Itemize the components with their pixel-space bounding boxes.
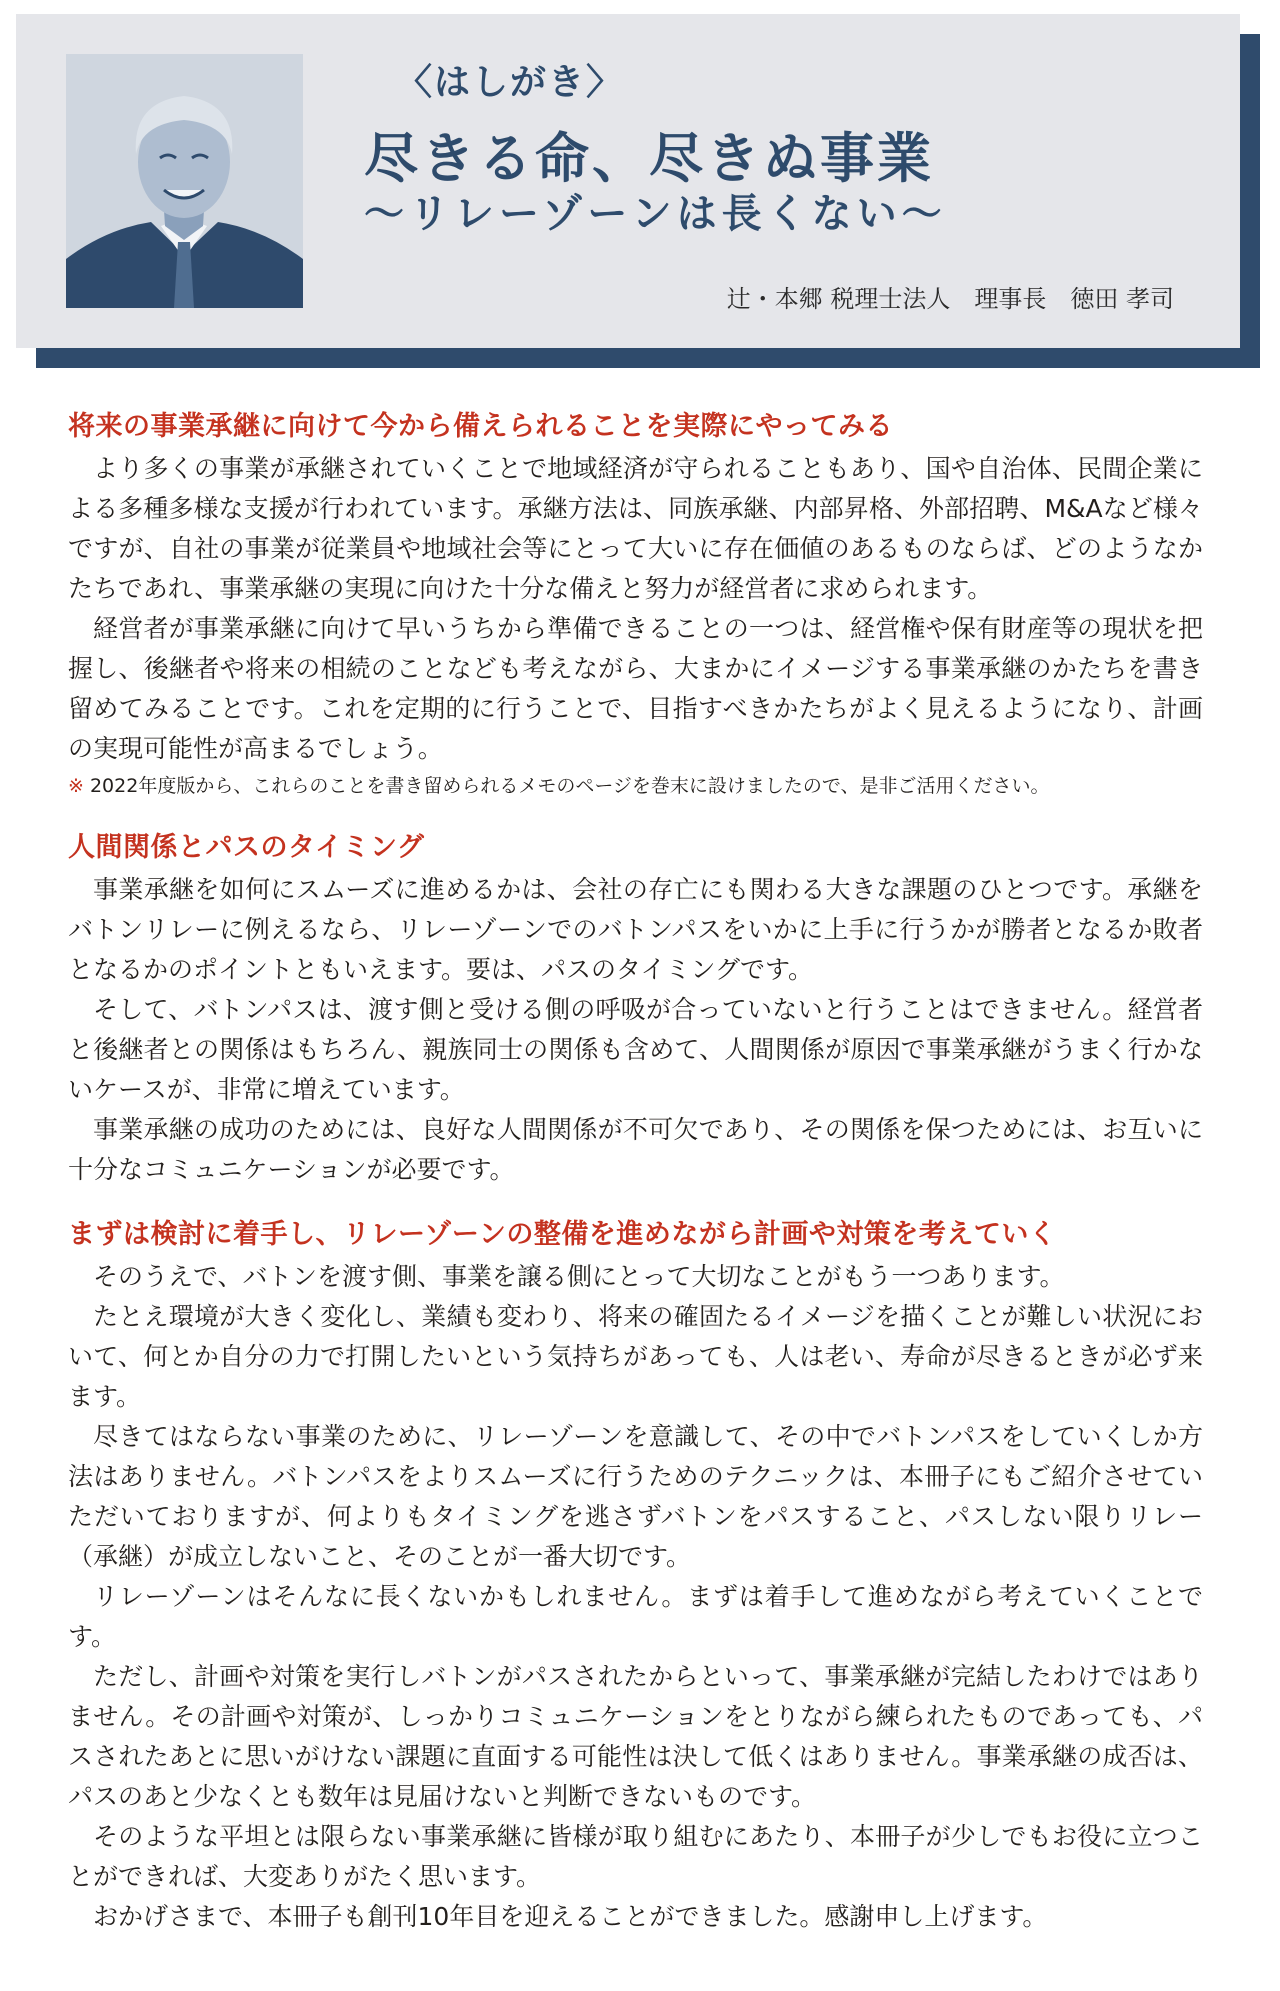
paragraph: 経営者が事業承継に向けて早いうちから準備できることの一つは、経営権や保有財産等の現状を把握し、後継者や将来の相続のことなども考えながら、大まかにイメージする事業承継のかたちを書き留めてみることです。これを定期的に行うことで、目指すべきかたちがよく見えるようになり、計画の実現可能性が高まるでしょう。 [68,614,1203,763]
footnote [68,769,1203,803]
note-mark: ※ [68,775,84,797]
paragraph: リレーゾーンはそんなに長くないかもしれません。まずは着手して進めながら考えていくことです。 [68,1582,1203,1651]
note-text: 2022年度版から、これらのことを書き留められるメモのページを巻末に設けましたので、是非ご活用ください。 [83,775,1050,797]
paragraph: おかげさまで、本冊子も創刊10年目を迎えることができました。感謝申し上げます。 [93,1902,1048,1931]
page-subtitle: ～リレーゾーンは長くない～ [364,190,947,237]
paragraph: たとえ環境が大きく変化し、業績も変わり、将来の確固たるイメージを描くことが難しい状況において、何とか自分の力で打開したいという気持ちがあっても、人は老い、寿命が尽きるときが必ず来ます。 [68,1302,1203,1411]
section-preparation [68,404,1203,803]
header-card [16,14,1240,348]
paragraph: そして、バトンパスは、渡す側と受ける側の呼吸が合っていないと行うことはできません。経営者と後継者との関係はもちろん、親族同士の関係も含めて、人間関係が原因で事業承継がうまく行かないケースが、非常に増えています。 [68,995,1203,1104]
section-heading: まずは検討に着手し、リレーゾーンの整備を進めながら計画や対策を考えていく [68,1219,1057,1250]
paragraph: 事業承継を如何にスムーズに進めるかは、会社の存亡にも関わる大きな課題のひとつです。承継をバトンリレーに例えるなら、リレーゾーンでのバトンパスをいかに上手に行うかが勝者となるか敗者となるかのポイントともいえます。要は、パスのタイミングです。 [68,875,1203,984]
author-line: 辻・本郷 税理士法人 理事長 徳田 孝司 [726,285,1174,313]
paragraph: ただし、計画や対策を実行しバトンがパスされたからといって、事業承継が完結したわけではありません。その計画や対策が、しっかりコミュニケーションをとりながら練られたものであっても、パスされたあとに思いがけない課題に直面する可能性は決して低くはありません。事業承継の成否は、パスのあと少なくとも数年は見届けないと判断できないものです。 [68,1662,1203,1811]
paragraph: 尽きてはならない事業のために、リレーゾーンを意識して、その中でバトンパスをしていくしか方法はありません。バトンパスをよりスムーズに行うためのテクニックは、本冊子にもご紹介させていただいておりますが、何よりもタイミングを逃さずバトンをパスすること、パスしない限りリレー（承継）が成立しないこと、そのことが一番大切です。 [68,1422,1203,1571]
section-start-planning [68,1212,1203,1937]
paragraph: そのうえで、バトンを渡す側、事業を譲る側にとって大切なことがもう一つあります。 [93,1262,1065,1291]
author-portrait [66,54,303,308]
paragraph: 事業承継の成功のためには、良好な人間関係が不可欠であり、その関係を保つためには、お互いに十分なコミュニケーションが必要です。 [68,1115,1203,1184]
section-relationships [68,825,1203,1190]
page-title: 尽きる命、尽きぬ事業 [364,126,934,190]
paragraph: より多くの事業が承継されていくことで地域経済が守られることもあり、国や自治体、民間企業による多種多様な支援が行われています。承継方法は、同族承継、内部昇格、外部招聘、M&Aなど様々ですが、自社の事業が従業員や地域社会等にとって大いに存在価値のあるものならば、どのようなかたちであれ、事業承継の実現に向けた十分な備えと努力が経営者に求められます。 [68,454,1203,603]
main-content [68,404,1203,1959]
section-heading: 将来の事業承継に向けて今から備えられることを実際にやってみる [68,411,893,442]
section-heading: 人間関係とパスのタイミング [68,832,425,863]
paragraph: そのような平坦とは限らない事業承継に皆様が取り組むにあたり、本冊子が少しでもお役に立つことができれば、大変ありがたく思います。 [68,1822,1203,1891]
header-kicker: 〈はしがき〉 [396,62,625,103]
